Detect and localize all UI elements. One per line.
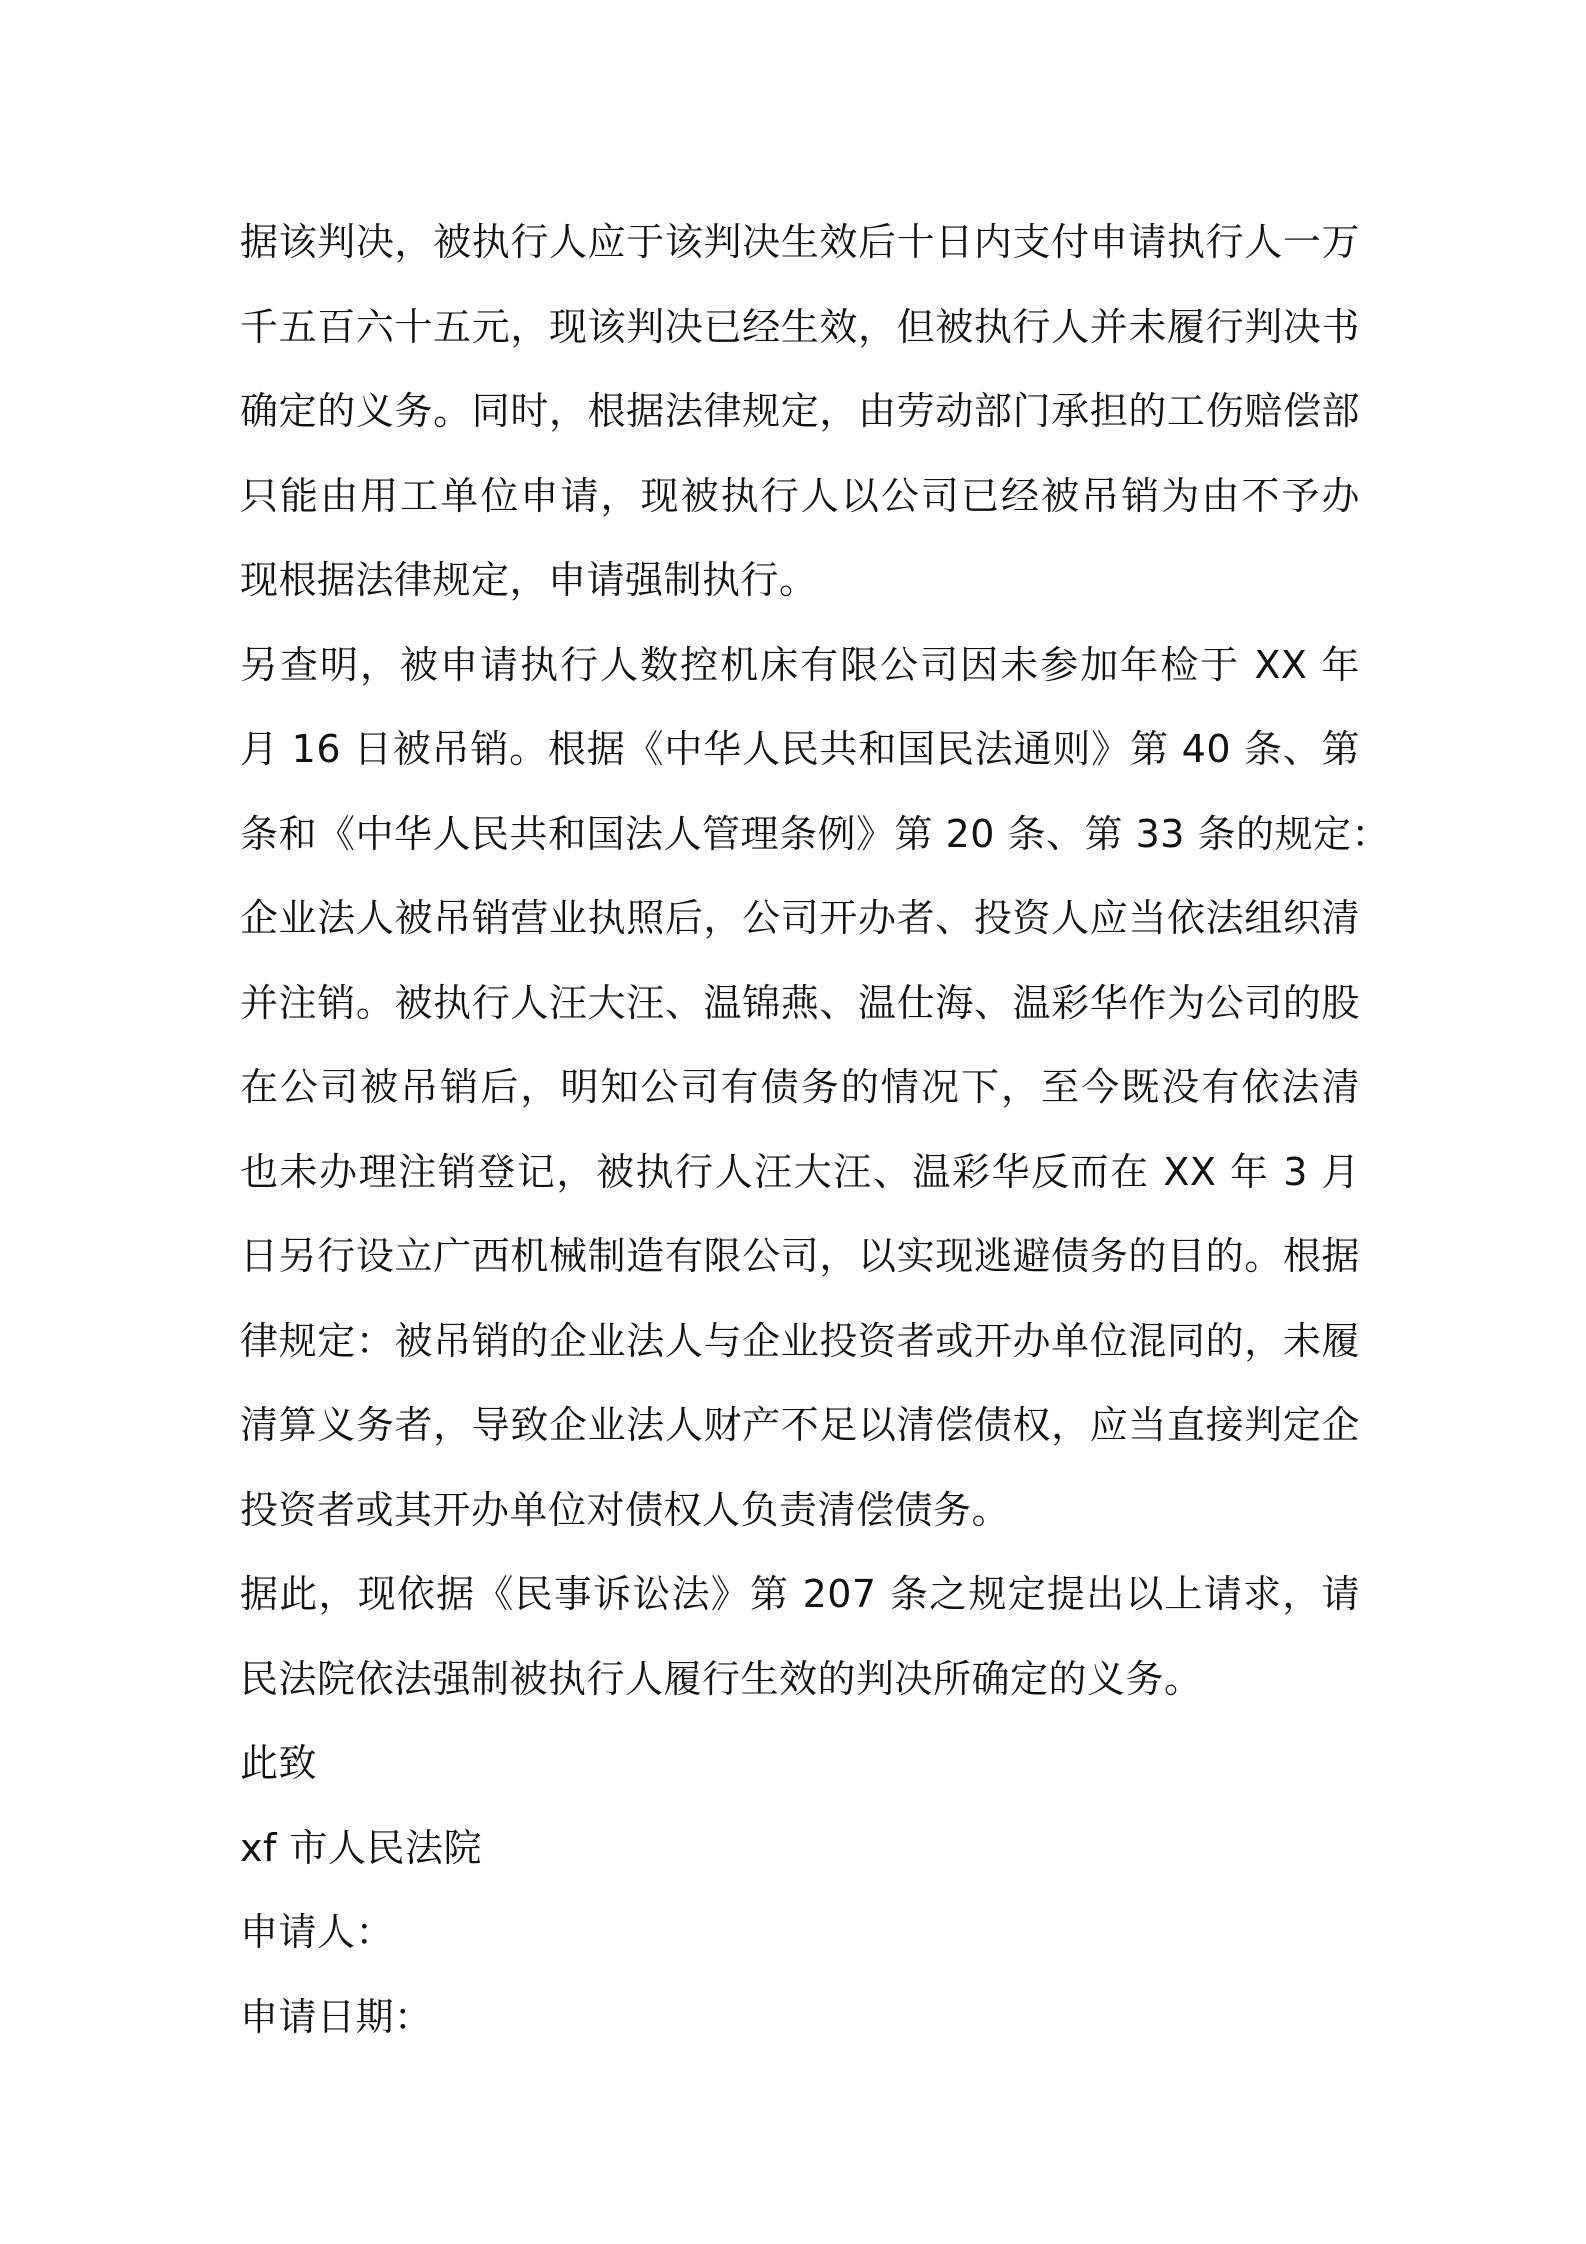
paragraph-line: 并注销。被执行人汪大汪、温锦燕、温仕海、温彩华作为公司的股	[240, 980, 1360, 1025]
paragraph-line: 据此，现依据《民事诉讼法》第 207 条之规定提出以上请求，请	[240, 1572, 1360, 1616]
paragraph-line: 现根据法律规定，申请强制执行。	[240, 558, 818, 602]
paragraph-line: 投资者或其开办单位对债权人负责清偿债务。	[240, 1487, 1011, 1532]
applicant-label: 申请人：	[240, 1910, 395, 1954]
recipient-court: xf 市人民法院	[240, 1825, 482, 1870]
document-body	[240, 200, 1391, 2059]
paragraph-line: 在公司被吊销后，明知公司有债务的情况下，至今既没有依法清	[240, 1065, 1360, 1109]
application-date-label: 申请日期：	[240, 1994, 433, 2039]
paragraph-line: 民法院依法强制被执行人履行生效的判决所确定的义务。	[240, 1656, 1203, 1701]
paragraph-line: 日另行设立广西机械制造有限公司，以实现逃避债务的目的。根据	[240, 1234, 1360, 1278]
paragraph-line: 千五百六十五元，现该判决已经生效，但被执行人并未履行判决书	[240, 304, 1360, 349]
paragraph-line: 条和《中华人民共和国法人管理条例》第 20 条、第 33 条的规定：	[240, 811, 1391, 856]
closing-salutation: 此致	[240, 1741, 318, 1785]
paragraph-line: 律规定：被吊销的企业法人与企业投资者或开办单位混同的，未履	[240, 1318, 1360, 1363]
paragraph-line: 另查明，被申请执行人数控机床有限公司因未参加年检于 XX 年	[240, 642, 1360, 687]
paragraph-line: 企业法人被吊销营业执照后，公司开办者、投资人应当依法组织清	[240, 896, 1360, 940]
paragraph-line: 确定的义务。同时，根据法律规定，由劳动部门承担的工伤赔偿部	[240, 389, 1360, 433]
paragraph-line: 清算义务者，导致企业法人财产不足以清偿债权，应当直接判定企	[240, 1403, 1360, 1447]
paragraph-line: 也未办理注销登记，被执行人汪大汪、温彩华反而在 XX 年 3 月	[240, 1149, 1360, 1194]
paragraph-line: 只能由用工单位申请，现被执行人以公司已经被吊销为由不予办	[240, 473, 1360, 518]
paragraph-line: 月 16 日被吊销。根据《中华人民共和国民法通则》第 40 条、第	[240, 727, 1360, 771]
paragraph-line: 据该判决，被执行人应于该判决生效后十日内支付申请执行人一万	[240, 220, 1360, 264]
